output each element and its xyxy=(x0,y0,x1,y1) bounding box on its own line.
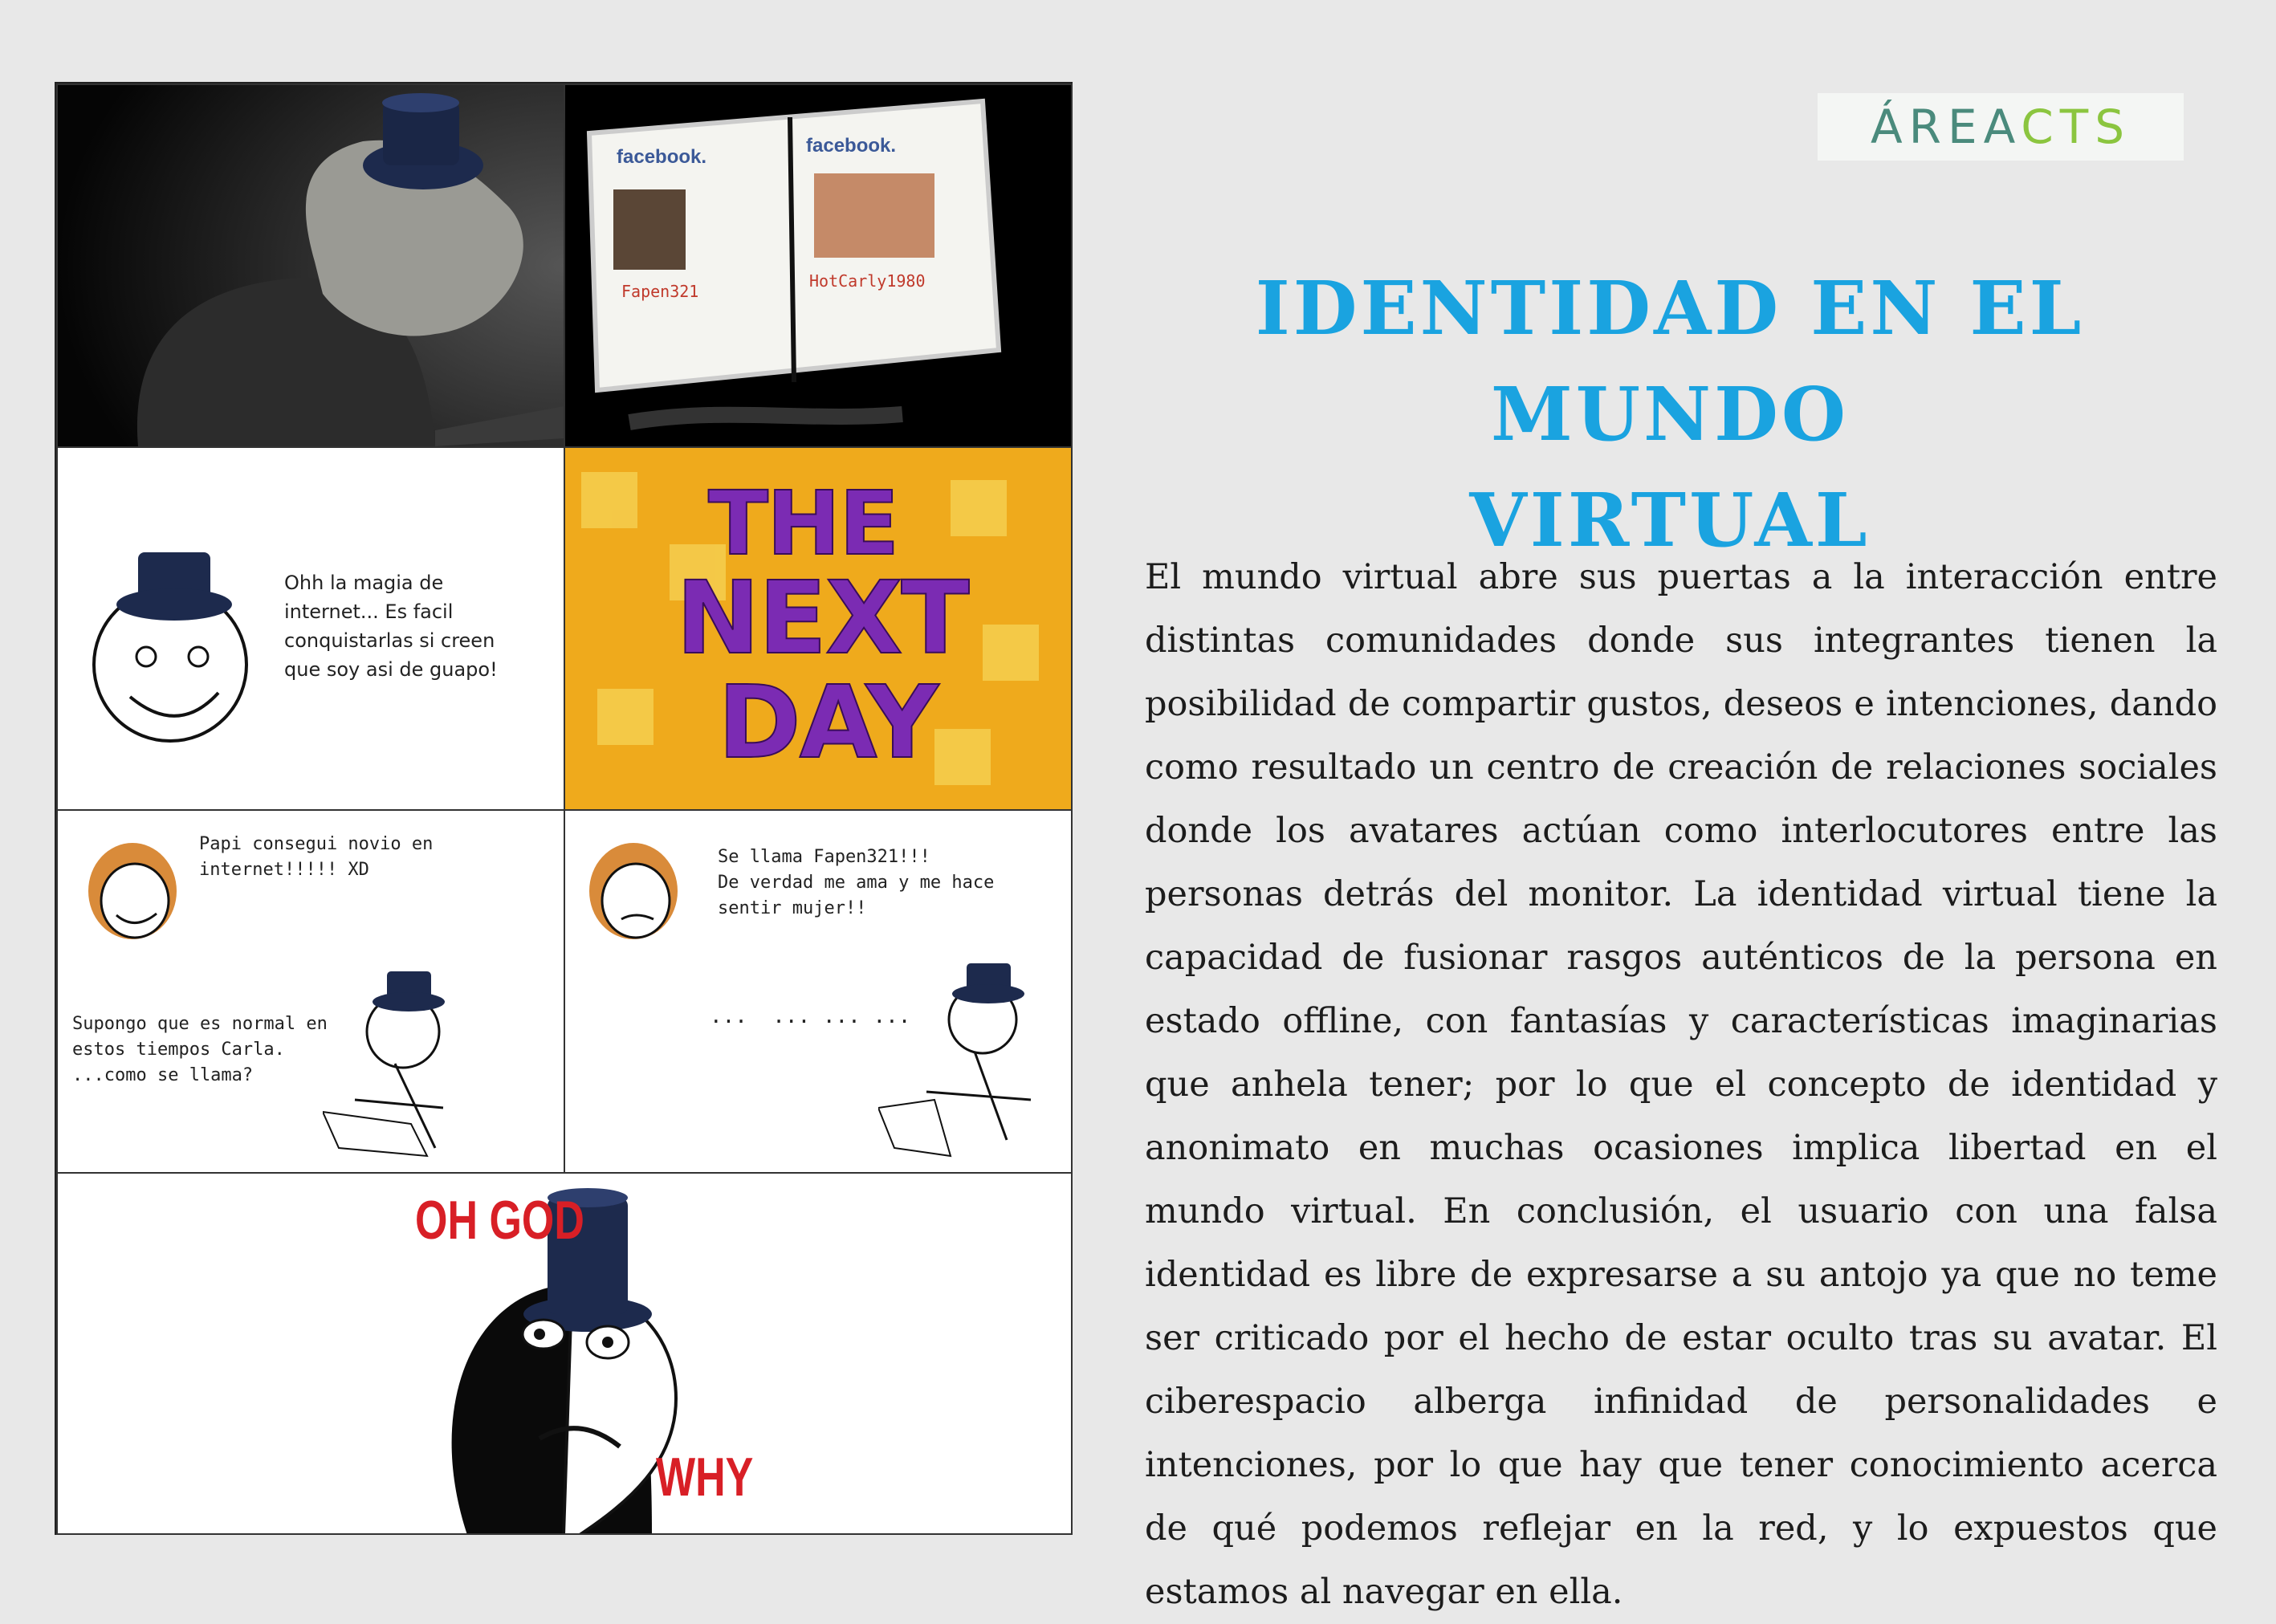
next-day-day: DAY xyxy=(718,665,938,781)
comic-panel-next-day xyxy=(564,446,1073,811)
shocked-dad-icon xyxy=(878,947,1071,1164)
title-line-2: VIRTUAL xyxy=(1469,477,1871,564)
why-text: WHY xyxy=(656,1447,754,1508)
dad-speech-2: ... ... ... ... xyxy=(710,1004,911,1028)
logo-part-1: ÁREA xyxy=(1870,100,2022,154)
comic-panel-computer xyxy=(56,83,565,448)
comic-panel-facebook-monitor xyxy=(564,83,1073,448)
happy-girl-icon xyxy=(80,835,185,947)
reading-dad-icon xyxy=(323,963,499,1164)
comic-panel-oh-god-why xyxy=(56,1172,1073,1535)
profile-name-right: HotCarly1980 xyxy=(809,271,926,291)
dad-speech-1: Supongo que es normal en estos tiempos Carla. ...como se llama? xyxy=(72,1014,328,1085)
oh-god-text: OH GOD xyxy=(415,1191,584,1252)
comic-panel-girl-dad-2 xyxy=(564,809,1073,1174)
girl-speech-2: Se llama Fapen321!!! De verdad me ama y me hace sentir mujer!! xyxy=(718,847,995,918)
area-cts-logo xyxy=(1818,93,2184,161)
facebook-logo-left: facebook. xyxy=(617,146,707,168)
body-paragraph: El mundo virtual abre sus puertas a la interacción entre distintas comunidades donde sus integrantes tienen la posibilidad de compartir gustos, deseos e intenciones, dando como resultado un centro de creación de relaciones sociales donde los avatares actúan como interlocutores entre las personas detrás del monitor. La identidad virtual tiene la capacidad de fusionar rasgos auténticos de la persona en estado offline, con fantasías y características imaginarias que anhela tener; por lo que el concepto de identidad y anonimato en muchas ocasiones implica libertad en el mundo virtual. En conclusión, el usuario con una falsa identidad es libre de expresarse a su antojo ya que no teme ser criticado por el hecho de estar oculto tras su avatar. El ciberespacio alberga infinidad de personalidades e intenciones, por lo que hay que tener conocimiento acerca de qué podemos reflejar en la red, y lo expuestos que estamos al navegar en ella. xyxy=(1145,557,2217,1612)
facebook-logo-right: facebook. xyxy=(806,135,897,157)
logo-part-2: CTS xyxy=(2021,100,2131,154)
next-day-the: THE xyxy=(708,472,898,575)
page-title xyxy=(1108,255,2232,573)
comic-panel-girl-dad-1 xyxy=(56,809,565,1174)
title-line-1: IDENTIDAD EN EL MUNDO xyxy=(1255,265,2085,458)
profile-name-left: Fapen321 xyxy=(621,282,699,301)
next-day-next: NEXT xyxy=(676,560,968,677)
megusta-speech: Ohh la magia de internet... Es facil conquistarlas si creen que soy asi de guapo! xyxy=(284,572,498,681)
man-at-computer-illustration xyxy=(58,85,564,446)
happy-girl-icon-2 xyxy=(581,835,686,947)
girl-speech-1: Papi consegui novio en internet!!!!! XD xyxy=(199,834,434,880)
comic-strip xyxy=(55,82,1073,1535)
comic-panel-megusta xyxy=(56,446,565,811)
